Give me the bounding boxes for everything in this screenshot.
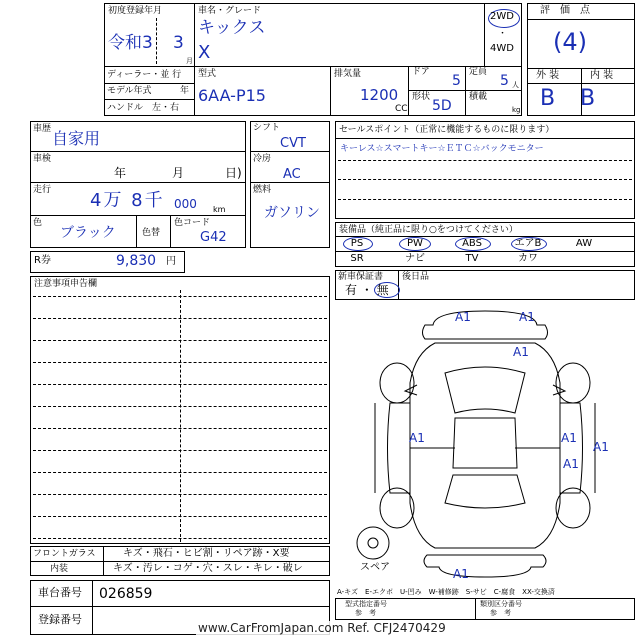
shift-value: CVT [280,136,306,151]
equip-pw: PW [407,238,423,249]
ref-label-1: 参 考 [355,609,376,617]
class-label: 類別区分番号 [480,600,522,608]
type-value: 6AA-P15 [198,86,266,105]
score-label: 評 価 点 [540,5,590,16]
ins-month: 月 [172,166,185,180]
int-value: B [580,86,596,111]
capacity-value: 5 [500,73,509,89]
notes-dashed-line [33,318,327,319]
equip-tv: TV [465,253,479,264]
month-unit: 月 [186,57,193,65]
km-unit: km [213,205,226,214]
disp-label: 排気量 [334,69,362,79]
ins-year: 年 [114,166,127,180]
chassis-value: 026859 [99,586,153,602]
shape-label: 形状 [412,92,431,102]
reg-label: 初度登録年月 [108,6,163,16]
equip-navi: ナビ [405,253,425,264]
notes-dashed-line [33,494,327,495]
mileage-small: 000 [174,197,197,211]
load-label: 積載 [469,92,488,102]
reg-no-label: 登録番号 [38,613,82,626]
notes-dashed-line [33,296,327,297]
color-change-label: 色替 [142,228,161,238]
watermark: www.CarFromJapan.com Ref. CFJ2470429 [198,621,446,635]
recycle-section [30,251,185,273]
shift-label: シフト [253,123,281,133]
handle-label: ハンドル 左・右 [107,103,180,113]
inspection-label: 車検 [33,154,52,164]
damage-mark-right-door: A1 [561,431,577,445]
score-value: (4) [553,28,587,56]
ext-value: B [540,86,556,111]
notes-dashed-line [33,340,327,341]
history-label: 車歴 [33,124,52,134]
fuel-value: ガソリン [264,205,320,221]
recycle-unit: 円 [166,256,176,267]
carname-value: キックス [198,18,266,38]
model-spec-label: 型式指定番号 [345,600,387,608]
capacity-label: 定員 [469,67,488,77]
person-unit: 人 [512,81,519,89]
history-value: 自家用 [52,129,101,148]
interior-value: キズ・汚レ・コゲ・穴・スレ・キレ・破レ [113,563,303,574]
recycle-value: 9,830 [116,253,157,269]
ref-label-2: 参 考 [490,609,511,617]
damage-mark-right-rear: A1 [563,457,579,471]
front-glass-value: キズ・飛石・ヒビ割・リペア跡・X要 [123,548,290,559]
sales-label: セールスポイント（正常に機能するものに限ります） [339,125,555,135]
shape-value: 5D [432,98,452,114]
damage-mark-front-left: A1 [455,310,471,324]
kg-unit: kg [512,106,521,114]
interior-label: 内装 [50,564,69,574]
carname-label: 車名・グレード [198,6,262,16]
cc-unit: CC [395,104,408,114]
notes-dashed-line [33,362,327,363]
reg-month-value: 3 [173,33,184,53]
color-code-value: G42 [200,230,227,245]
notes-label: 注意事項申告欄 [34,279,98,289]
ext-label: 外 装 [536,70,560,81]
ac-value: AC [283,167,301,182]
chassis-label: 車台番号 [38,586,82,599]
sales-value: キーレス☆スマートキー☆ＥＴＣ☆バックモニター [340,144,544,154]
equip-abs: ABS [462,238,482,249]
reg-year-value: 令和3 [108,33,153,53]
damage-mark-hood: A1 [513,345,529,359]
notes-dashed-line [33,516,327,517]
color-code-label: 色コード [174,218,211,228]
drive-4wd: 4WD [490,43,514,54]
int-label: 内 装 [590,70,614,81]
mileage-label: 走行 [33,185,52,195]
dealer-label: ディーラー・並 行 [107,70,182,80]
door-label: ドア [412,67,430,77]
grade-value: X [198,42,211,63]
equip-sr: SR [350,253,364,264]
notes-dashed-line [33,384,327,385]
mileage-value: 4万 8千 [90,190,165,211]
equip-leather: カワ [518,253,538,264]
equip-aw: AW [575,238,593,249]
equip-ps: PS [350,238,364,249]
damage-mark-left-door: A1 [409,431,425,445]
ins-day: 日) [225,166,242,180]
color-value: ブラック [60,225,116,241]
year-unit: 年 [180,86,190,96]
damage-mark-rear: A1 [453,567,469,581]
car-diagram [335,303,635,583]
recycle-label: R券 [34,255,51,266]
notes-dashed-line [33,428,327,429]
spare-label: スペア [360,562,390,573]
warranty-label: 新車保証書 [338,272,384,282]
notes-dashed-line [33,406,327,407]
equipment-label: 装備品（純正品に限り○をつけてください） [339,225,518,235]
post-label: 後日品 [402,272,430,282]
disp-value: 1200 [360,86,399,104]
type-label: 型式 [198,69,217,79]
legend: A-キズ E-エクボ U-凹み W-補修跡 S-サビ C-腐食 XX-交換済 [337,588,555,596]
front-glass-label: フロントガラス [33,549,96,559]
notes-dashed-line [33,450,327,451]
warranty-value: 有 ・ 無 [345,283,389,297]
drive-dot: ・ [498,29,508,39]
equip-airbag: エアB [514,238,542,249]
door-value: 5 [452,73,461,89]
sales-section [335,121,635,219]
notes-dashed-line [33,538,327,539]
notes-dashed-line [33,472,327,473]
model-year-label: モデル年式 [107,86,152,96]
drive-2wd: 2WD [490,11,514,22]
color-label: 色 [33,218,43,228]
damage-mark-front-right: A1 [519,310,535,324]
ac-label: 冷房 [253,154,272,164]
fuel-label: 燃料 [253,185,272,195]
damage-mark-right-side: A1 [593,440,609,454]
